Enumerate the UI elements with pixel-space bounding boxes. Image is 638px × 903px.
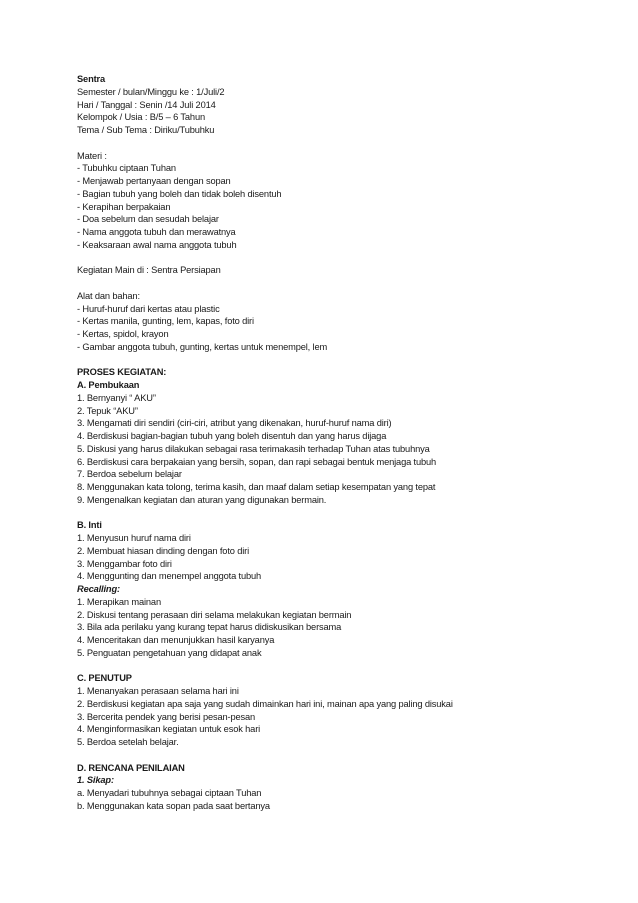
alat-item: - Gambar anggota tubuh, gunting, kertas untuk menempel, lem [77,341,328,352]
kegiatan-main: Kegiatan Main di : Sentra Persiapan [77,265,221,276]
penutup-item: 3. Bercerita pendek yang berisi pesan-pesan [77,711,256,722]
inti-item: 1. Menyusun huruf nama diri [77,533,191,543]
materi-item: - Menjawab pertanyaan dengan sopan [77,176,231,186]
materi-item: - Nama anggota tubuh dan merawatnya [77,227,236,237]
recalling-item: 2. Diskusi tentang perasaan diri selama melakukan kegiatan bermain [77,609,352,620]
alat-title: Alat dan bahan: [77,290,140,301]
pembukaan-item: 6. Berdiskusi cara berpakaian yang bersih, sopan, dan rapi sebagai bentuk menjaga tubuh [77,456,437,467]
alat-item: - Huruf-huruf dari kertas atau plastic [77,303,220,314]
header-group: Kelompok / Usia : B/5 – 6 Tahun [77,112,205,123]
recalling-item: 5. Penguatan pengetahuan yang didapat anak [77,647,262,658]
recalling-item: 3. Bila ada perilaku yang kurang tepat harus didiskusikan bersama [77,622,342,633]
inti-title: B. Inti [77,520,102,531]
penutup-item: 2. Berdiskusi kegiatan apa saja yang sudah dimainkan hari ini, mainan apa yang paling disukai [77,698,453,709]
header-title: Sentra [77,74,106,84]
proses-title: PROSES KEGIATAN: [77,367,167,378]
recalling-title: Recalling: [77,584,120,594]
recalling-item: 4. Menceritakan dan menunjukkan hasil karyanya [77,635,275,645]
header-date: Hari / Tanggal : Senin /14 Juli 2014 [77,99,216,110]
pembukaan-item: 8. Menggunakan kata tolong, terima kasih, dan maaf dalam setiap kesempatan yang tepat [77,482,436,492]
recalling-item: 1. Merapikan mainan [77,596,161,607]
materi-item: - Tubuhku ciptaan Tuhan [77,163,176,174]
pembukaan-item: 5. Diskusi yang harus dilakukan sebagai rasa terimakasih terhadap Tuhan atas tubuhnya [77,443,430,454]
document-content [77,73,597,813]
inti-item: 3. Menggambar foto diri [77,558,172,569]
penilaian-item: a. Menyadari tubuhnya sebagai ciptaan Tuhan [77,788,262,798]
materi-item: - Kerapihan berpakaian [77,201,171,212]
inti-item: 2. Membuat hiasan dinding dengan foto diri [77,545,250,556]
pembukaan-title: A. Pembukaan [77,380,140,390]
alat-item: - Kertas manila, gunting, lem, kapas, foto diri [77,316,254,327]
materi-title: Materi : [77,150,107,161]
penutup-title: C. PENUTUP [77,673,132,684]
materi-item: - Bagian tubuh yang boleh dan tidak boleh disentuh [77,188,282,199]
pembukaan-item: 3. Mengamati diri sendiri (ciri-ciri, atribut yang dikenakan, huruf-huruf nama diri) [77,418,392,429]
penilaian-item: b. Menggunakan kata sopan pada saat bertanya [77,800,270,811]
penutup-item: 4. Menginformasikan kegiatan untuk esok hari [77,724,261,735]
penilaian-title: D. RENCANA PENILAIAN [77,762,185,773]
materi-item: - Keaksaraan awal nama anggota tubuh [77,239,237,250]
pembukaan-item: 2. Tepuk “AKU” [77,405,138,416]
inti-item: 4. Menggunting dan menempel anggota tubuh [77,571,262,582]
penutup-item: 5. Berdoa setelah belajar. [77,737,179,747]
materi-item: - Doa sebelum dan sesudah belajar [77,214,219,225]
header-theme: Tema / Sub Tema : Diriku/Tubuhku [77,125,215,135]
alat-item: - Kertas, spidol, krayon [77,329,169,339]
penutup-item: 1. Menanyakan perasaan selama hari ini [77,686,239,696]
pembukaan-item: 4. Berdiskusi bagian-bagian tubuh yang boleh disentuh dan yang harus dijaga [77,431,387,441]
pembukaan-item: 1. Bernyanyi “ AKU” [77,392,156,403]
pembukaan-item: 9. Mengenalkan kegiatan dan aturan yang digunakan bermain. [77,494,327,505]
pembukaan-item: 7. Berdoa sebelum belajar [77,469,182,480]
sikap-title: 1. Sikap: [77,775,114,786]
header-semester: Semester / bulan/Minggu ke : 1/Juli/2 [77,86,225,97]
